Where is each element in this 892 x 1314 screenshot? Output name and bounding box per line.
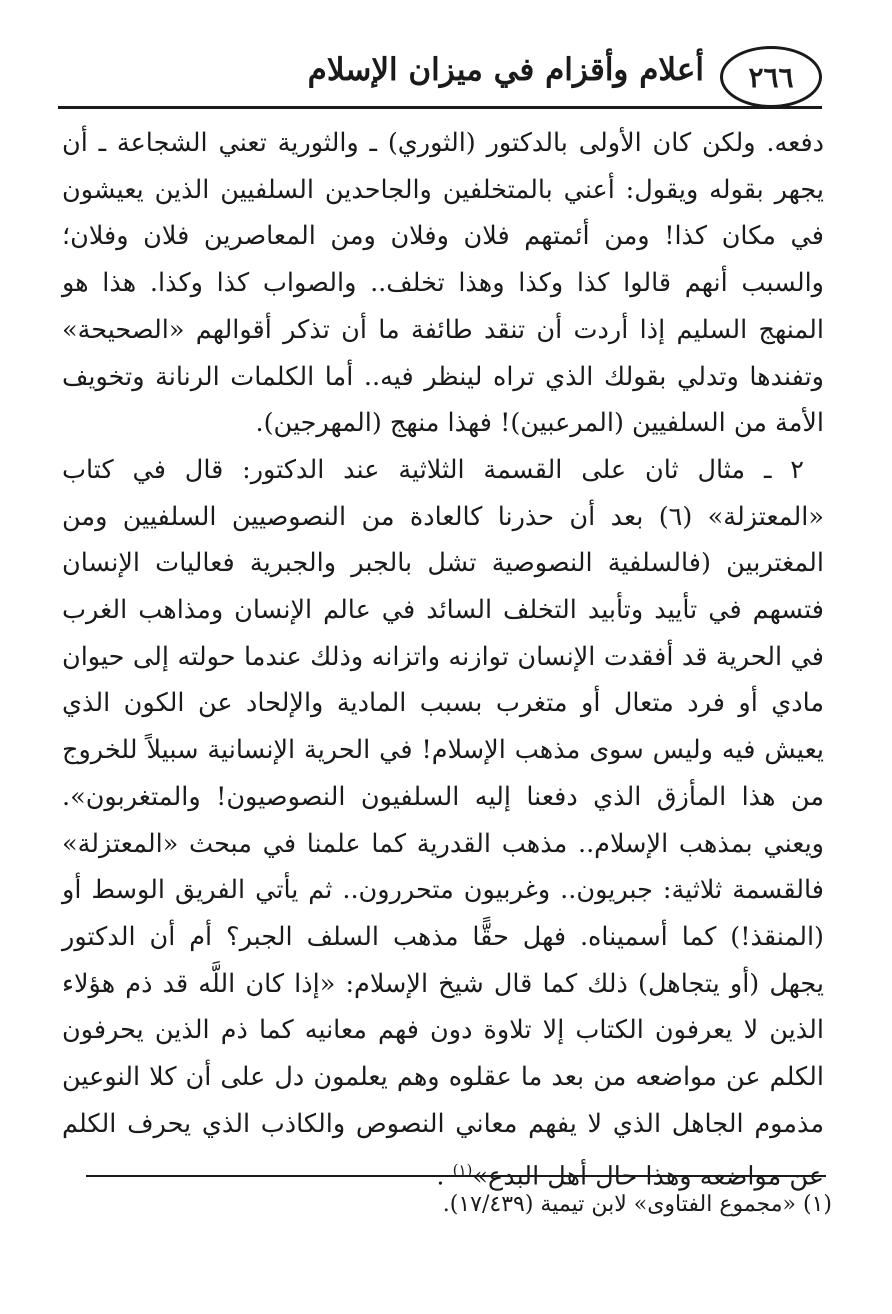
- paragraph-2-text: ٢ ـ مثال ثان على القسمة الثلاثية عند الدكتور: قال في كتاب «المعتزلة» (٦) بعد أن حذرنا كالعادة من النصوصيين السلفيين ومن المغتربين (فالسلفية النصوصية تشل بالجبر والجبرية فعاليات الإنسان فتسهم في تأييد وتأبيد التخلف السائد في عالم الإنسان ومذاهب الغرب في الحرية قد أفقدت الإنسان توازنه واتزانه وذلك عندما حولته إلى حيوان مادي أو فرد متعال أو متغرب بسبب المادية والإلحاد عن الكون الذي يعيش فيه وليس سوى مذهب الإسلام! في الحرية الإنسانية سبيلاً للخروج من هذا المأزق الذي دفعنا إليه السلفيون النصوصيون! والمتغربون». ويعني بمذهب الإسلام.. مذهب القدرية كما علمنا في مبحث «المعتزلة» فالقسمة ثلاثية: جبريون.. وغربيون متحررون.. ثم يأتي الفريق الوسط أو (المنقذ!) كما أسميناه. فهل حقًّا مذهب السلف الجبر؟ أم أن الدكتور يجهل (أو يتجاهل) ذلك كما قال شيخ الإسلام: «إذا كان اللَّه قد ذم هؤلاء الذين لا يعرفون الكتاب إلا تلاوة دون فهم معانيه كما ذم الذين يحرفون الكلم عن مواضعه من بعد ما عقلوه وهم يعلمون دل على أن كلا النوعين مذموم الجاهل الذي لا يفهم معاني النصوص والكاذب الذي يحرف الكلم عن مواضعه وهذا حال أهل البدع»: [62, 454, 824, 1192]
- trailing-period: .: [436, 1161, 453, 1192]
- footnote: [62, 1187, 832, 1223]
- running-title: أعلام وأقزام في ميزان الإسلام: [307, 52, 704, 88]
- header-rule: [58, 106, 822, 109]
- footnote-text: «مجموع الفتاوى» لابن تيمية (١٧/٤٣٩).: [442, 1192, 796, 1217]
- footnote-rule: [86, 1175, 826, 1177]
- paragraph-2: [62, 447, 824, 1201]
- paragraph-1: دفعه. ولكن كان الأولى بالدكتور (الثوري) ـ والثورية تعني الشجاعة ـ أن يجهر بقوله ويقول: أعني بالمتخلفين والجاحدين السلفيين الذين يعيشون في مكان كذا! ومن أئمتهم فلان وفلان ومن المعاصرين فلان وفلان؛ والسبب أنهم قالوا كذا وكذا وهذا تخلف.. والصواب كذا وكذا. هذا هو المنهج السليم إذا أردت أن تنقد طائفة ما أن تذكر أقوالهم «الصحيحة» وتفندها وتدلي بقولك الذي تراه لينظر فيه.. أما الكلمات الرنانة وتخويف الأمة من السلفيين (المرعبين)! فهذا منهج (المهرجين).: [62, 128, 824, 439]
- page-number: ٢٦٦: [720, 46, 822, 108]
- footnote-marker: (١): [452, 1161, 473, 1180]
- footnote-number: (١): [802, 1192, 832, 1217]
- main-text: [62, 120, 824, 1201]
- page-header: [58, 40, 822, 118]
